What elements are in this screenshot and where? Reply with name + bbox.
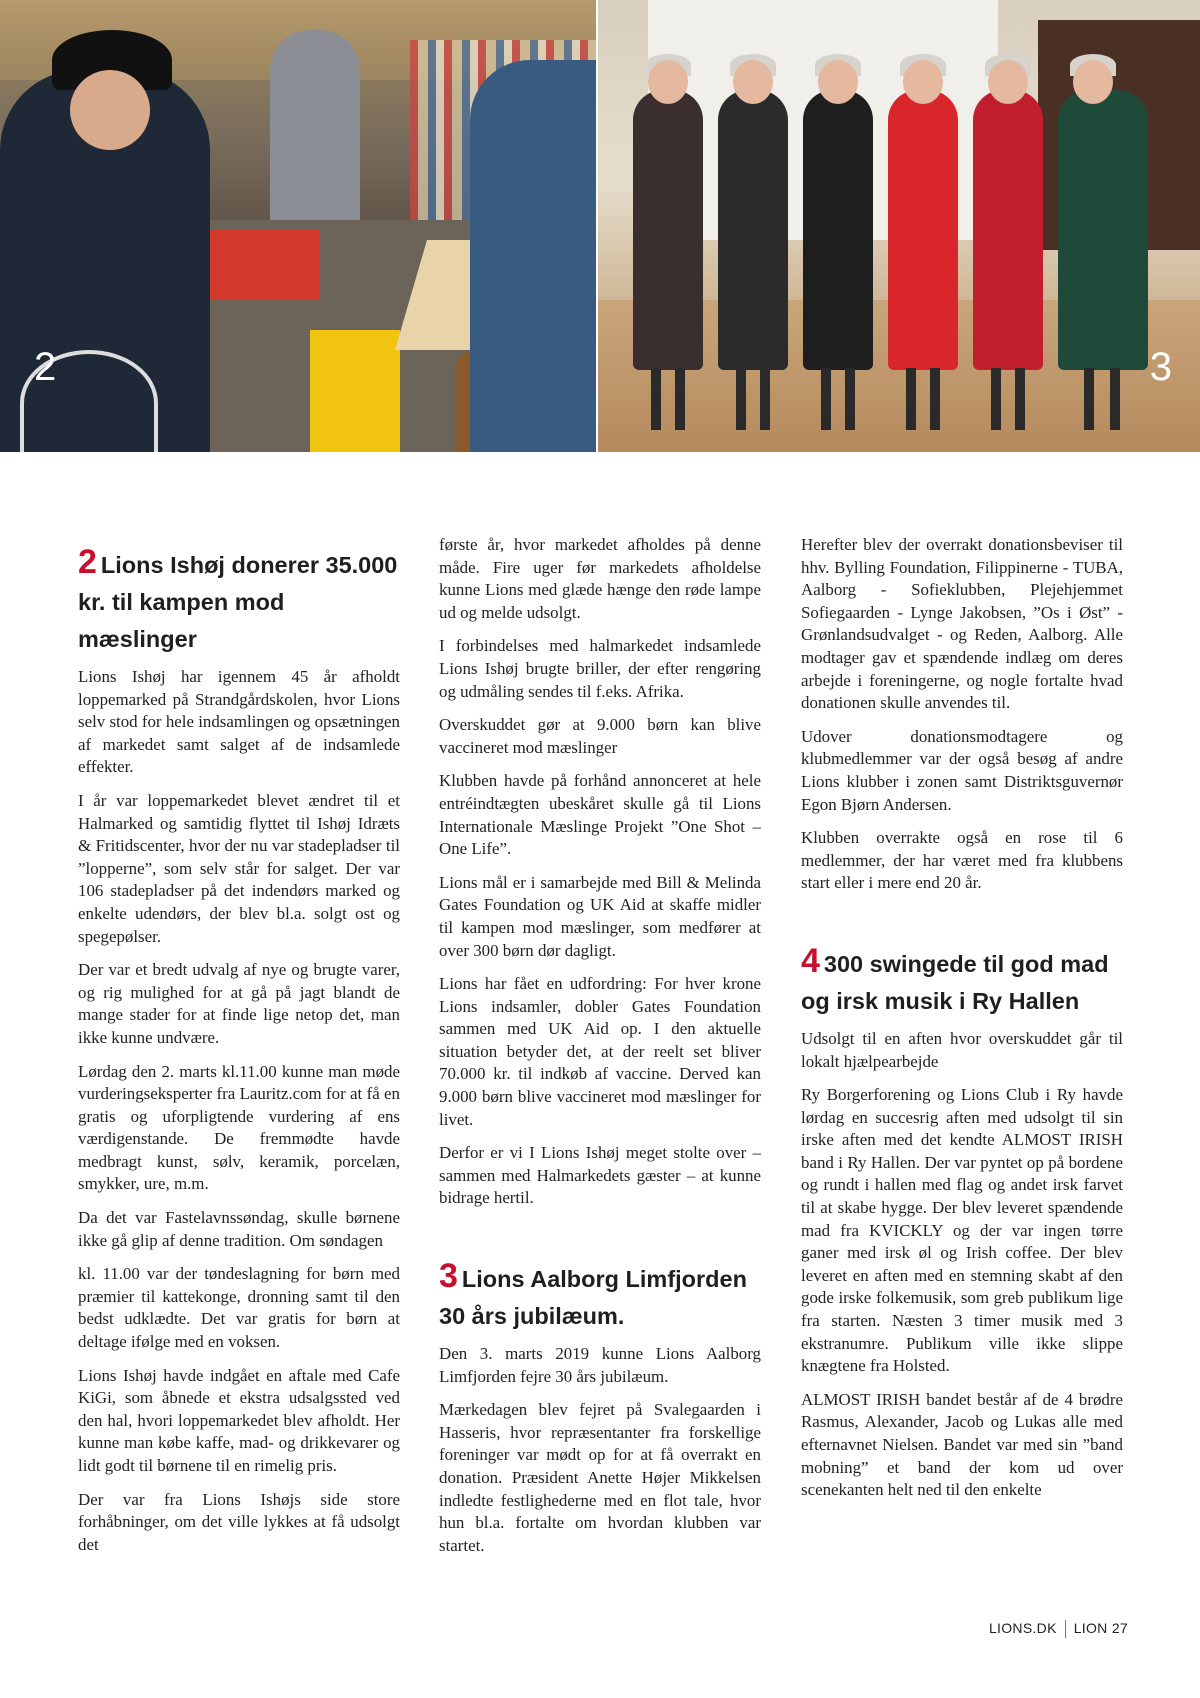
article-number: 3 (439, 1257, 458, 1296)
paragraph: Lions har fået en udfordring: For hver krone Lions indsamler, dobler Gates Foundation sammen med UK Aid op. I den aktuelle situation betyder det, at der reelt set bliver 70.000 kr. til indkøb af vaccine. Derved kan 9.000 børn blive vaccineret mod mæslinger for livet. (439, 974, 761, 1129)
paragraph: Lions Ishøj har igennem 45 år afholdt loppemarked på Strandgårdskolen, hvor Lions selv stod for hele indsamlingen og opsætningen af markedet samt salget af de indsamlede effekter. (78, 667, 400, 777)
footer-site: LIONS.DK (988, 1620, 1057, 1636)
paragraph: Udover donationsmodtagere og klubmedlemmer var der også besøg af andre Lions klubber i zonen samt Distriktsguvernør Egon Bjørn Andersen. (801, 726, 1123, 814)
paragraph: I forbindelses med halmarkedet indsamlede Lions Ishøj brugte briller, der efter rengøring og udmåling sendes til f.eks. Afrika. (439, 636, 761, 701)
paragraph: Ry Borgerforening og Lions Club i Ry havde lørdag en succesrig aften med udsolgt til sin irske aften med det kendte ALMOST IRISH band i Ry Hallen. Der var pyntet op på bordene og rundt i hallen med flag og andet irsk farvet til at skabe hygge. Der blev leveret spændende mad fra KVICKLY og der var ingen tørre ganer med irsk øl og Irish coffee. Der blev leveret en aften med en stemning skabt af den gode irske folkemusik, som greb publikum lige fra starten. Næsten 3 timer musik med 3 ekstranumre. Publikum ville ikke slippe knægtene fra Holsted. (801, 1085, 1123, 1376)
photo-detail (903, 60, 943, 104)
article-heading (78, 544, 400, 658)
paragraph: Lørdag den 2. marts kl.11.00 kunne man møde vurderingseksperter fra Lauritz.com for at få en gratis og uforpligtende vurdering af ens værdigenstande. De fremmødte havde medbragt kunst, sølv, keramik, porcelæn, smykker, ure, m.m. (78, 1061, 400, 1194)
photo-person (633, 90, 703, 370)
paragraph: Overskuddet gør at 9.000 børn kan blive vaccineret mod mæslinger (439, 715, 761, 757)
photo-detail (845, 368, 855, 430)
photo-detail (736, 368, 746, 430)
photo-detail (1084, 368, 1094, 430)
photo-detail (648, 60, 688, 104)
photo-detail (906, 368, 916, 430)
paragraph: ALMOST IRISH bandet består af de 4 brødre Rasmus, Alexander, Jacob og Lukas alle med efternavnet Nielsen. Bandet var med sin ”band mobning” et band der kom ud over scenekanten helt ned til den enkelte (801, 1389, 1123, 1500)
photo-detail (760, 368, 770, 430)
paragraph: første år, hvor markedet afholdes på denne måde. Fire uger før markedets afholdelse kunne Lions med glæde hænge den røde lampe ud og melde udsolgt. (439, 535, 761, 622)
page-number: 27 (1111, 1620, 1128, 1636)
paragraph: Der var fra Lions Ishøjs side store forhåbninger, om det ville lykkes at få udsolgt det (78, 1489, 400, 1554)
column-2 (439, 534, 761, 1568)
paragraph: Der var et bredt udvalg af nye og brugte varer, og rig mulighed for at gå på jagt blandt de mange stader for at finde lige netop det, man ikke kunne undvære. (78, 960, 400, 1047)
photo-detail (930, 368, 940, 430)
photo-detail (988, 60, 1028, 104)
photo-detail (470, 60, 596, 452)
photo-jubilee-members (598, 0, 1200, 452)
paragraph: Derfor er vi I Lions Ishøj meget stolte over – sammen med Halmarkedets gæster – at kunne bidrage hertil. (439, 1143, 761, 1208)
photo-detail (821, 368, 831, 430)
photo-detail (70, 70, 150, 150)
column-1 (78, 534, 400, 1567)
photo-detail (651, 368, 661, 430)
photo-detail (675, 368, 685, 430)
paragraph: Herefter blev der overrakt donationsbeviser til hhv. Bylling Foundation, Filippinerne - TUBA, Aalborg - Sofieklubben, Plejehjemmet Sofiegaarden - Lynge Jakobsen, ”Os i Øst” - Grønlandsudvalget - og Reden, Aalborg. Alle modtager gav et spændende indlæg om deres arbejde i foreningerne, og nogle fortalte hvad donationen skulle anvendes til. (801, 535, 1123, 713)
photo-detail (200, 230, 320, 300)
article-number: 2 (78, 543, 97, 581)
photo-detail (1015, 368, 1025, 430)
paragraph: kl. 11.00 var der tøndeslagning for børn med præmier til kattekonge, dronning samt til den bedst udklædte. Det var gratis for børn at deltage ifølge med en voksen. (78, 1264, 400, 1352)
paragraph: Udsolgt til en aften hvor overskuddet går til lokalt hjælpearbejde (801, 1028, 1123, 1071)
article-heading (439, 1258, 761, 1335)
page-footer (989, 1620, 1128, 1638)
photo-person (973, 90, 1043, 370)
paragraph: Lions mål er i samarbejde med Bill & Melinda Gates Foundation og UK Aid at skaffe midler til kampen mod mæslinger, som medfører at over 300 børn dør dagligt. (439, 872, 761, 960)
photo-detail (270, 30, 360, 220)
photo-detail (1110, 368, 1120, 430)
photo-number: 2 (34, 345, 57, 389)
article-title: Lions Ishøj donerer 35.000 kr. til kampen mod mæslinger (78, 552, 398, 652)
paragraph: Mærkedagen blev fejret på Svalegaarden i Hasseris, hvor repræsentanter fra forskellige foreninger var mødt op for at få overrakt en donation. Præsident Anette Højer Mikkelsen indledte festlighederne med en flot tale, hvor hun bl.a. fortalte om hvordan klubben var startet. (439, 1400, 761, 1555)
photo-person (1058, 90, 1148, 370)
article-title: Lions Aalborg Limfjorden 30 års jubilæum. (439, 1266, 747, 1330)
photo-person (888, 90, 958, 370)
footer-magazine: LION (1073, 1620, 1108, 1636)
article-heading (801, 943, 1123, 1020)
photo-detail (991, 368, 1001, 430)
photo-person (718, 90, 788, 370)
paragraph: Den 3. marts 2019 kunne Lions Aalborg Limfjorden fejre 30 års jubilæum. (439, 1344, 761, 1386)
paragraph: Klubben overrakte også en rose til 6 medlemmer, der har været med fra klubbens start eller i mere end 20 år. (801, 828, 1123, 893)
column-3 (801, 534, 1123, 1513)
photo-person (803, 90, 873, 370)
paragraph: Klubben havde på forhånd annonceret at hele entréindtægten ubeskåret skulle gå til Lions Internationale Mæslinge Projekt ”One Shot – One Life”. (439, 771, 761, 859)
photo-flea-market (0, 0, 596, 452)
footer-separator (1065, 1620, 1066, 1638)
photo-number: 3 (1149, 345, 1172, 389)
photo-detail (310, 330, 400, 452)
article-title: 300 swingede til god mad og irsk musik i Ry Hallen (801, 950, 1109, 1014)
photo-detail (733, 60, 773, 104)
paragraph: Lions Ishøj havde indgået en aftale med Cafe KiGi, som åbnede et ekstra udsalgssted ved den hal, hvori loppemarkedet blev afholdt. Her kunne man købe kaffe, mad- og drikkevarer og lidt godt til børnene til en rimelig pris. (78, 1365, 400, 1475)
paragraph: Da det var Fastelavnssøndag, skulle børnene ikke gå glip af denne tradition. Om søndagen (78, 1208, 400, 1250)
photo-detail (1073, 60, 1113, 104)
paragraph: I år var loppemarkedet blevet ændret til et Halmarked og samtidig flyttet til Ishøj Idræts & Fritidscenter, hvor der nu var stadepladser til ”lopperne”, som selv står for salget. Der var 106 stadepladser på det indendørs marked og enkelte udendørs, der blev bl.a. solgt ost og spegepølser. (78, 790, 400, 946)
article-number: 4 (801, 941, 820, 980)
photo-detail (818, 60, 858, 104)
